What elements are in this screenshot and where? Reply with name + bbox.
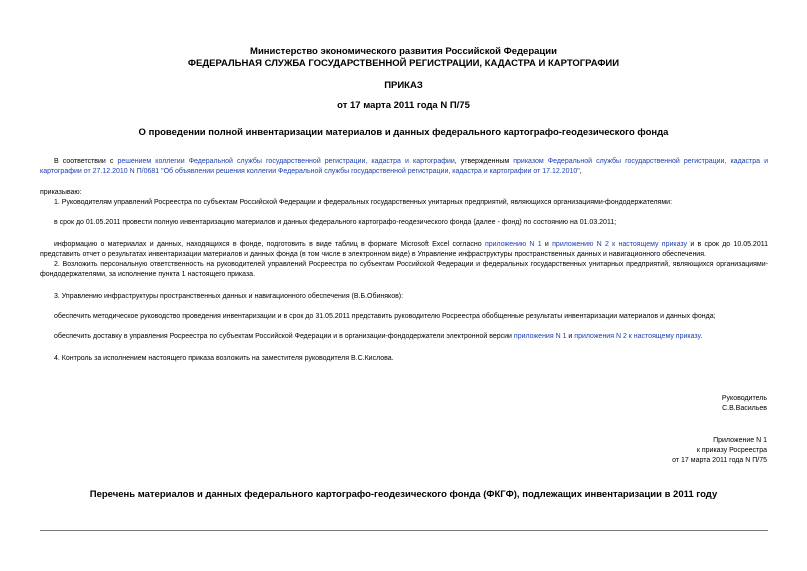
p3b-text-3: . <box>700 333 703 340</box>
annex-line-1: Приложение N 1 <box>713 437 767 444</box>
p1b-text-1: информацию о материалах и данных, находящихся в фонде, подготовить в виде таблиц в формате Microsoft Excel согласно <box>54 241 485 248</box>
paragraph-3b <box>40 332 768 342</box>
paragraph-1b <box>40 240 768 260</box>
intro-text-1: В соответствии с <box>54 158 118 165</box>
signature-block <box>722 394 767 414</box>
annex-title: Перечень материалов и данных федерального картографо-геодезического фонда (ФКГФ), подлежащих инвентаризации в 2011 году <box>89 489 718 500</box>
paragraph-4: 4. Контроль за исполнением настоящего приказа возложить на заместителя руководителя В.С.Кислова. <box>54 355 394 362</box>
annex-line-3: от 17 марта 2011 года N П/75 <box>672 457 767 464</box>
annex-2-link-2[interactable]: приложения N 2 к настоящему приказу <box>574 333 701 340</box>
p3b-text-2: и <box>566 333 575 340</box>
prikazyvayu-text: приказываю: <box>40 189 82 196</box>
service-heading: ФЕДЕРАЛЬНАЯ СЛУЖБА ГОСУДАРСТВЕННОЙ РЕГИСТРАЦИИ, КАДАСТРА И КАРТОГРАФИИ <box>187 58 620 69</box>
horizontal-rule <box>40 530 768 531</box>
paragraph-1a: в срок до 01.05.2011 провести полную инвентаризацию материалов и данных федерального картографо-геодезического фонда (далее - фонд) по состоянию на 01.03.2011; <box>54 219 617 226</box>
intro-text-2: , утвержденным <box>454 158 514 165</box>
annex-header <box>672 436 767 466</box>
annex-1-link-2[interactable]: приложения N 1 <box>513 333 567 340</box>
paragraph-3: 3. Управлению инфраструктуры пространственных данных и навигационного обеспечения (В.Б.Обиняков): <box>54 293 404 300</box>
order-p0681-link[interactable]: приказом Федеральной службы государственной регистрации, кадастра и картографии от 27.12.2010 N П/0681 "Об объявлении решения коллегии Федеральной службы государственной регистрации, кадастра и картографии от 17.12.2010" <box>40 158 769 175</box>
doc-date-heading: от 17 марта 2011 года N П/75 <box>337 100 470 111</box>
signature-name: С.В.Васильев <box>722 405 767 412</box>
paragraph-2: 2. Возложить персональную ответственность на руководителей управлений Росреестра по субъектам Российской Федерации и федеральных государственных унитарных предприятий, являющихся организациями-фондодержателями, за исполнение пункта 1 настоящего приказа. <box>40 261 768 278</box>
paragraph-3a: обеспечить методическое руководство проведения инвентаризации и в срок до 31.05.2011 представить руководителю Росреестра обобщенные результаты инвентаризации материалов и данных фонда; <box>54 313 716 320</box>
signature-role: Руководитель <box>721 395 767 402</box>
annex-1-link[interactable]: приложению N 1 <box>484 241 542 248</box>
document-title: О проведении полной инвентаризации материалов и данных федерального картографо-геодезического фонда <box>138 127 669 138</box>
intro-paragraph <box>40 157 768 177</box>
collegium-decision-link[interactable]: решением коллегии Федеральной службы государственной регистрации, кадастра и картографии <box>117 158 455 165</box>
ministry-heading: Министерство экономического развития Российской Федерации <box>250 46 557 57</box>
p3b-text-1: обеспечить доставку в управления Росреестра по субъектам Российской Федерации и в организации-фондодержатели электронной версии <box>54 333 514 340</box>
annex-2-link[interactable]: приложению N 2 к настоящему приказу <box>552 241 688 248</box>
paragraph-1: 1. Руководителям управлений Росреестра по субъектам Российской Федерации и федеральных государственных унитарных предприятий, являющихся организациями-фондодержателями: <box>54 199 673 206</box>
annex-line-2: к приказу Росреестра <box>696 447 767 454</box>
p1b-text-2: и <box>541 241 553 248</box>
doc-type-heading: ПРИКАЗ <box>384 80 423 91</box>
p1b-text-3: и в срок до 10.05.2011 представить отчет о результатах инвентаризации материалов и данных фонда (в том числе в электронном виде) в Управление инфраструктуры пространственных данных и навигационного обеспечения. <box>40 241 768 258</box>
intro-text-3: , <box>579 168 582 175</box>
